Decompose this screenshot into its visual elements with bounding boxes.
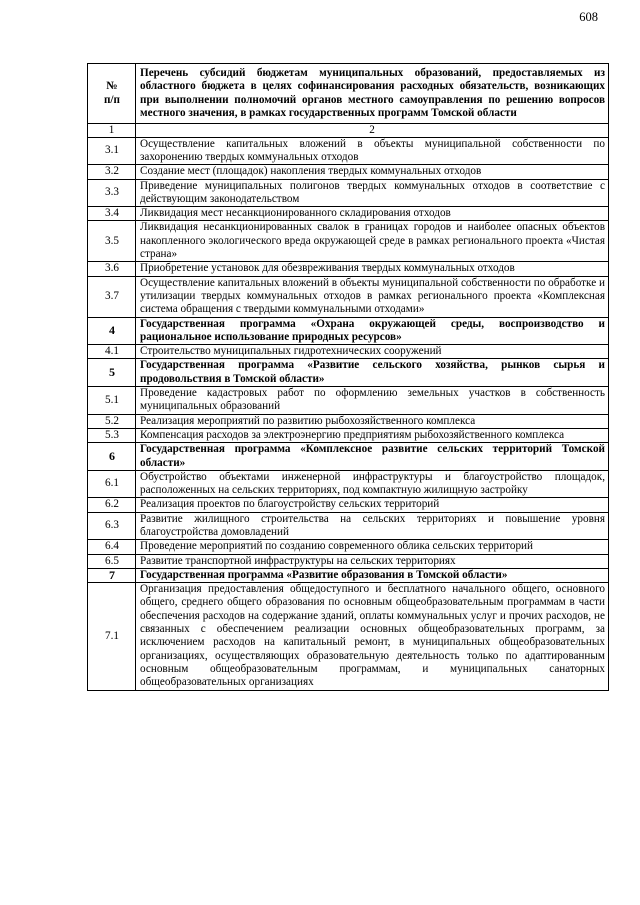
table-row	[88, 137, 609, 165]
header-title-cell: Перечень субсидий бюджетам муниципальных образований, предоставляемых из областного бюджета в целях софинансирования расходных обязательств, возникающих при выполнении полномочий органов местного самоуправления по решению вопросов местного значения, в рамках государственных программ Томской области	[136, 64, 609, 124]
table-row	[88, 583, 609, 690]
row-number-cell: 6.4	[88, 540, 136, 554]
row-number-cell: 3.5	[88, 221, 136, 262]
row-text-cell: Государственная программа «Развитие сельского хозяйства, рынков сырья и продовольствия в Томской области»	[136, 359, 609, 387]
table-row	[88, 470, 609, 498]
row-number-cell: 3.7	[88, 276, 136, 317]
row-text-cell: Обустройство объектами инженерной инфраструктуры и благоустройство площадок, расположенных на сельских территориях, под компактную жилищную застройку	[136, 470, 609, 498]
row-number-cell: 6.5	[88, 554, 136, 568]
row-text-cell: Реализация мероприятий по развитию рыбохозяйственного комплекса	[136, 414, 609, 428]
row-text-cell: Развитие транспортной инфраструктуры на сельских территориях	[136, 554, 609, 568]
table-row	[88, 540, 609, 554]
row-number-cell: 5.1	[88, 387, 136, 415]
table-row	[88, 554, 609, 568]
subsidies-table-body	[88, 64, 609, 691]
header-number-cell: № п/п	[88, 64, 136, 124]
page-number: 608	[579, 10, 598, 24]
row-text-cell: Осуществление капитальных вложений в объекты муниципальной собственности по захоронению твердых коммунальных отходов	[136, 137, 609, 165]
row-number-cell: 7.1	[88, 583, 136, 690]
row-number-cell: 5.3	[88, 428, 136, 442]
table-row	[88, 345, 609, 359]
table-row	[88, 262, 609, 276]
row-text-cell: Ликвидация несанкционированных свалок в границах городов и наиболее опасных объектов накопленного экологического вреда окружающей среде в рамках регионального проекта «Чистая страна»	[136, 221, 609, 262]
row-number-cell: 6.2	[88, 498, 136, 512]
program-row	[88, 359, 609, 387]
row-number-cell: 3.6	[88, 262, 136, 276]
row-text-cell: Государственная программа «Охрана окружающей среды, воспроизводство и рациональное использование природных ресурсов»	[136, 317, 609, 345]
row-text-cell: Строительство муниципальных гидротехнических сооружений	[136, 345, 609, 359]
column-number-1: 1	[88, 124, 136, 138]
row-text-cell: Приведение муниципальных полигонов твердых коммунальных отходов в соответствие с действующим законодательством	[136, 179, 609, 207]
program-row	[88, 568, 609, 582]
row-number-cell: 3.4	[88, 207, 136, 221]
table-row	[88, 165, 609, 179]
row-text-cell: Развитие жилищного строительства на сельских территориях и повышение уровня благоустройства домовладений	[136, 512, 609, 540]
row-number-cell: 3.3	[88, 179, 136, 207]
row-text-cell: Проведение мероприятий по созданию современного облика сельских территорий	[136, 540, 609, 554]
row-number-cell: 4	[88, 317, 136, 345]
table-row	[88, 428, 609, 442]
row-text-cell: Компенсация расходов за электроэнергию предприятиям рыбохозяйственного комплекса	[136, 428, 609, 442]
row-text-cell: Приобретение установок для обезвреживания твердых коммунальных отходов	[136, 262, 609, 276]
column-number-row	[88, 124, 609, 138]
table-header-row	[88, 64, 609, 124]
table-row	[88, 414, 609, 428]
row-text-cell: Осуществление капитальных вложений в объекты муниципальной собственности по обработке и утилизации твердых коммунальных отходов в рамках регионального проекта «Комплексная система обращения с твердыми коммунальными отходами»	[136, 276, 609, 317]
row-number-cell: 3.1	[88, 137, 136, 165]
row-number-cell: 7	[88, 568, 136, 582]
table-row	[88, 221, 609, 262]
program-row	[88, 317, 609, 345]
row-text-cell: Государственная программа «Развитие образования в Томской области»	[136, 568, 609, 582]
row-text-cell: Реализация проектов по благоустройству сельских территорий	[136, 498, 609, 512]
program-row	[88, 443, 609, 471]
table-row	[88, 498, 609, 512]
row-text-cell: Государственная программа «Комплексное развитие сельских территорий Томской области»	[136, 443, 609, 471]
row-text-cell: Проведение кадастровых работ по оформлению земельных участков в собственность муниципальных образований	[136, 387, 609, 415]
row-number-cell: 6.3	[88, 512, 136, 540]
table-row	[88, 512, 609, 540]
table-row	[88, 387, 609, 415]
row-number-cell: 3.2	[88, 165, 136, 179]
row-number-cell: 6.1	[88, 470, 136, 498]
subsidies-table	[87, 63, 609, 691]
row-text-cell: Ликвидация мест несанкционированного складирования отходов	[136, 207, 609, 221]
column-number-2: 2	[136, 124, 609, 138]
row-number-cell: 5	[88, 359, 136, 387]
table-row	[88, 207, 609, 221]
row-text-cell: Создание мест (площадок) накопления твердых коммунальных отходов	[136, 165, 609, 179]
row-number-cell: 6	[88, 443, 136, 471]
row-text-cell: Организация предоставления общедоступного и бесплатного начального общего, основного общего, среднего общего образования по основным общеобразовательным программам в части обеспечения расходов на содержание зданий, оплаты коммунальных услуг и прочих расходов, не связанных с обеспечением реализации основных общеобразовательных программ, за исключением расходов на капитальный ремонт, в муниципальных общеобразовательных организациях, осуществляющих образовательную деятельность только по адаптированным основным общеобразовательным программам, и муниципальных санаторных общеобразовательных организациях	[136, 583, 609, 690]
table-row	[88, 276, 609, 317]
table-row	[88, 179, 609, 207]
row-number-cell: 5.2	[88, 414, 136, 428]
row-number-cell: 4.1	[88, 345, 136, 359]
